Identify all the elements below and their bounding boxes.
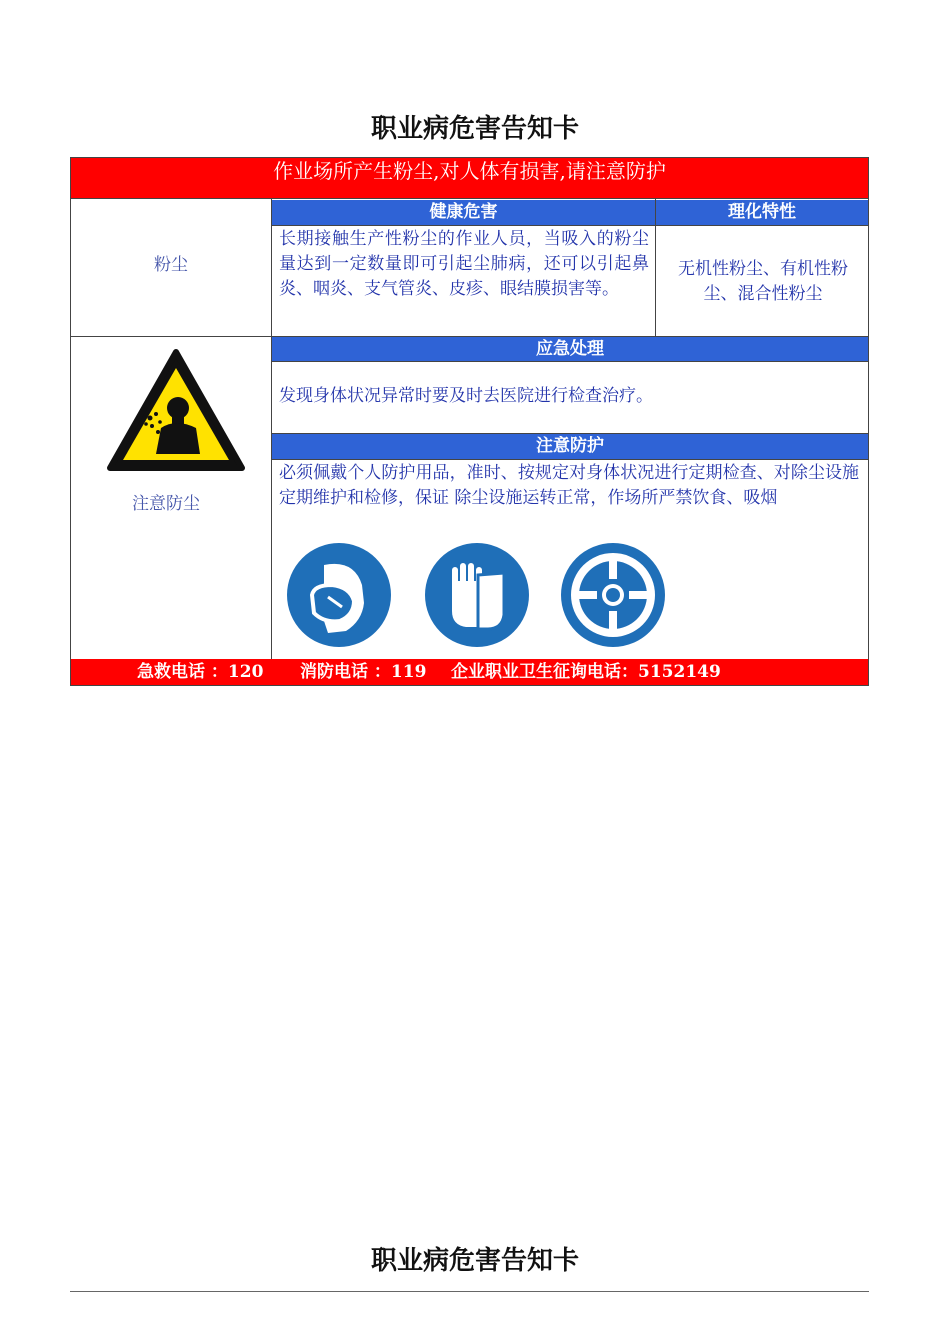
emergency-text: 发现身体状况异常时要及时去医院进行检查治疗。	[279, 386, 653, 406]
divider	[272, 225, 868, 226]
page-title-repeat: 职业病危害告知卡	[370, 1246, 579, 1276]
fire-phone: 消防电话 ：119	[300, 662, 427, 682]
hazard-notice-card	[70, 157, 869, 686]
emergency-header: 应急处理	[272, 337, 868, 361]
divider	[272, 361, 868, 362]
hazard-name: 粉尘	[154, 255, 188, 275]
physchem-text: 无机性粉尘、有机性粉尘、混合性粉尘	[678, 259, 848, 304]
first-aid-phone: 急救电话 ：120	[137, 662, 264, 682]
ventilation-fan-icon	[558, 541, 668, 649]
warning-banner: 作业场所产生粉尘,对人体有损害,请注意防护	[71, 158, 868, 199]
divider	[70, 1291, 869, 1292]
warning-sign-label: 注意防尘	[132, 494, 200, 514]
occupational-health-phone: 企业职业卫生征询电话：5152149	[451, 662, 721, 682]
dust-warning-sign	[106, 346, 246, 474]
divider	[271, 199, 272, 659]
divider	[272, 459, 868, 460]
health-hazard-header: 健康危害	[272, 200, 655, 225]
physchem-header: 理化特性	[656, 200, 868, 225]
protective-gloves-icon	[422, 541, 532, 649]
page-title: 职业病危害告知卡	[370, 114, 579, 144]
respirator-mask-icon	[284, 541, 394, 649]
protection-header: 注意防护	[272, 434, 868, 459]
contact-footer	[71, 659, 868, 685]
protection-text: 必须佩戴个人防护用品，准时、按规定对身体状况进行定期检查、对除尘设施定期维护和检修，保证 除尘设施运转正常，作场所严禁饮食、吸烟	[279, 463, 859, 508]
health-hazard-text: 长期接触生产性粉尘的作业人员，当吸入的粉尘量达到一定数量即可引起尘肺病，还可以引起鼻炎、咽炎、支气管炎、皮疹、眼结膜损害等。	[279, 229, 649, 299]
